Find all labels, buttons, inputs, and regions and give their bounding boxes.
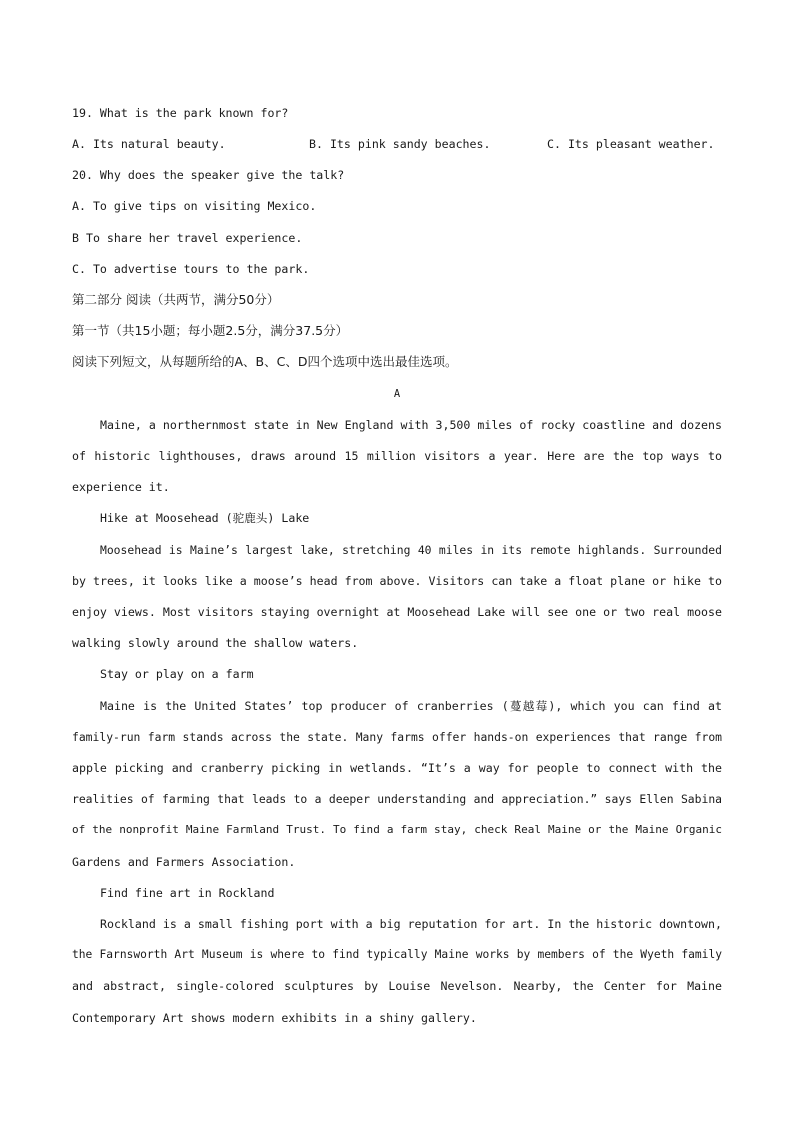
question-19-option-b: B. Its pink sandy beaches. <box>309 137 491 151</box>
part-title: 第二部分 阅读（共两节，满分50分） <box>72 292 280 307</box>
intro-line: Maine, a northernmost state in New England with 3,500 miles of rocky coastline and dozens <box>100 418 722 432</box>
paragraph-line: the Farnsworth Art Museum is where to find typically Maine works by members of the Wyeth family <box>72 948 722 961</box>
section-heading-moosehead: Hike at Moosehead (驼鹿头) Lake <box>100 511 310 525</box>
intro-line: of historic lighthouses, draws around 15 million visitors a year. Here are the top ways to <box>72 449 722 463</box>
question-19-option-c: C. Its pleasant weather. <box>547 137 715 151</box>
instruction: 阅读下列短文，从每题所给的A、B、C、D四个选项中选出最佳选项。 <box>72 354 458 369</box>
question-20-option-c: C. To advertise tours to the park. <box>72 262 310 276</box>
paragraph-line: Moosehead is Maine’s largest lake, stretching 40 miles in its remote highlands. Surrounded <box>100 543 722 557</box>
question-19-stem: 19. What is the park known for? <box>72 106 289 120</box>
paragraph-line: apple picking and cranberry picking in wetlands. “It’s a way for people to connect with the <box>72 761 722 775</box>
section-heading-rockland: Find fine art in Rockland <box>100 886 275 900</box>
question-20-option-a: A. To give tips on visiting Mexico. <box>72 199 317 213</box>
passage-label: A <box>393 388 401 400</box>
intro-line: experience it. <box>72 480 170 494</box>
paragraph-line: and abstract, single-colored sculptures by Louise Nevelson. Nearby, the Center for Maine <box>72 979 722 993</box>
paragraph-line: Maine is the United States’ top producer of cranberries (蔓越莓), which you can find at <box>100 699 722 713</box>
question-19-options <box>72 136 722 152</box>
paragraph-line: Gardens and Farmers Association. <box>72 855 296 869</box>
section-heading-farm: Stay or play on a farm <box>100 667 254 681</box>
question-20-option-b: B To share her travel experience. <box>72 231 303 245</box>
paragraph-line: Contemporary Art shows modern exhibits in a shiny gallery. <box>72 1011 477 1025</box>
paragraph-line: by trees, it looks like a moose’s head from above. Visitors can take a float plane or hike to <box>72 574 722 588</box>
paragraph-line: realities of farming that leads to a deeper understanding and appreciation.” says Ellen Sabina <box>72 792 722 806</box>
paragraph-line: family-run farm stands across the state. Many farms offer hands-on experiences that range from <box>72 730 722 744</box>
question-19-option-a: A. Its natural beauty. <box>72 137 226 151</box>
paragraph-line: Rockland is a small fishing port with a big reputation for art. In the historic downtown, <box>100 917 722 931</box>
question-20-stem: 20. Why does the speaker give the talk? <box>72 168 345 182</box>
paragraph-line: enjoy views. Most visitors staying overnight at Moosehead Lake will see one or two real moose <box>72 605 722 619</box>
subsection-title: 第一节（共15小题；每小题2.5分，满分37.5分） <box>72 323 349 338</box>
paragraph-line: of the nonprofit Maine Farmland Trust. To find a farm stay, check Real Maine or the Maine Organic <box>72 823 722 836</box>
paragraph-line: walking slowly around the shallow waters. <box>72 636 359 650</box>
